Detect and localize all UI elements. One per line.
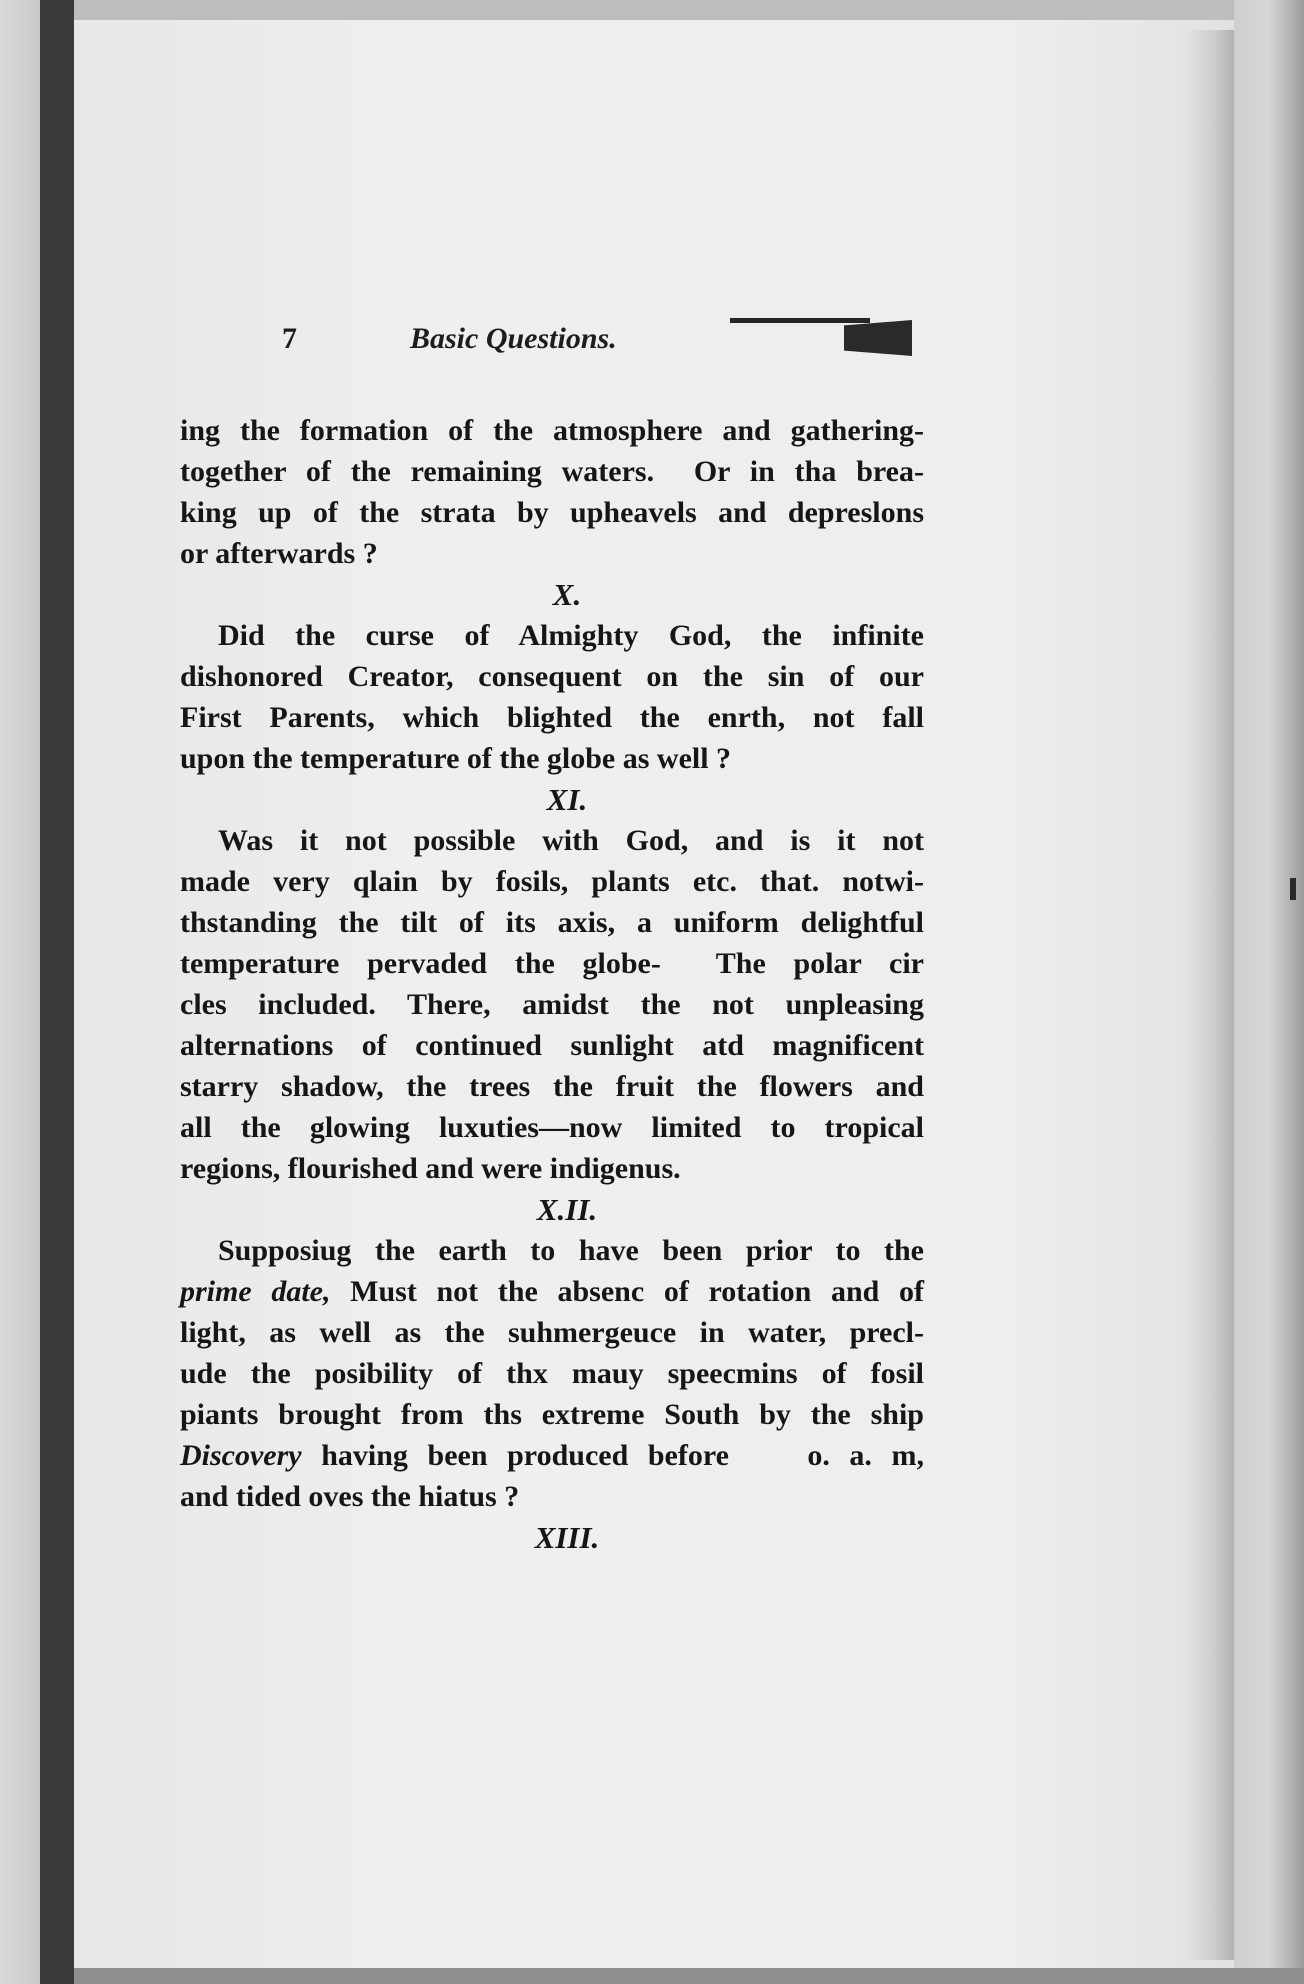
- text-line: starry shadow, the trees the fruit the flowers and: [180, 1070, 924, 1103]
- text-line: First Parents, which blighted the enrth, not fall: [180, 701, 924, 734]
- text-line: together of the remaining waters. Or in tha brea-: [180, 455, 924, 488]
- text-line: temperature pervaded the globe- The polar cir: [180, 947, 924, 980]
- header-rule: [730, 318, 870, 323]
- scan-bottom-edge: [74, 1968, 1304, 1984]
- text-line: cles included. There, amidst the not unpleasing: [180, 988, 924, 1021]
- text-line: alternations of continued sunlight atd magnificent: [180, 1029, 924, 1062]
- scan-right-margin: [1234, 0, 1304, 1984]
- text-line: ing the formation of the atmosphere and gathering-: [180, 414, 924, 447]
- section-heading-xiii: XIII.: [534, 1520, 600, 1555]
- book-spine-shadow: [40, 0, 74, 1984]
- text-line: upon the temperature of the globe as well ?: [180, 742, 732, 775]
- text-line: king up of the strata by upheavels and depreslons: [180, 496, 924, 529]
- page-edge-shadow: [1186, 30, 1234, 1960]
- page-number: 7: [282, 322, 297, 355]
- section-heading-x: X.: [552, 577, 582, 612]
- text-line: Was it not possible with God, and is it not: [218, 824, 924, 857]
- ship-name: Discovery: [180, 1439, 302, 1472]
- edge-mark: [1290, 878, 1296, 900]
- text-line: regions, flourished and were indigenus.: [180, 1152, 681, 1185]
- section-heading-xi: XI.: [546, 782, 588, 817]
- ink-blot-mark: [844, 320, 912, 356]
- text-line: all the glowing luxuties—now limited to tropical: [180, 1111, 924, 1144]
- previous-page-edge: [0, 0, 40, 1984]
- text-line: ude the posibility of thx mauy speecmins of fosil: [180, 1357, 924, 1390]
- text-line: [180, 1271, 924, 1312]
- text-line: [180, 1435, 924, 1476]
- text-run: Must not the absenc of rotation and of: [330, 1275, 924, 1308]
- text-line: Did the curse of Almighty God, the infinite: [218, 619, 924, 652]
- text-line: made very qlain by fosils, plants etc. that. notwi-: [180, 865, 924, 898]
- body-text: [180, 410, 924, 1558]
- running-head: Basic Questions.: [410, 322, 617, 355]
- text-line: and tided oves the hiatus ?: [180, 1480, 520, 1513]
- text-line: piants brought from ths extreme South by the ship: [180, 1398, 924, 1431]
- text-line: or afterwards ?: [180, 537, 378, 570]
- text-line: thstanding the tilt of its axis, a uniform delightful: [180, 906, 924, 939]
- text-line: light, as well as the suhmergeuce in water, precl-: [180, 1316, 924, 1349]
- italic-phrase: prime date,: [180, 1275, 331, 1308]
- text-line: dishonored Creator, consequent on the sin of our: [180, 660, 924, 693]
- text-line: Supposiug the earth to have been prior to the: [218, 1234, 924, 1267]
- text-run: having been produced before o. a. m,: [301, 1439, 924, 1472]
- section-heading-xii: X.II.: [536, 1192, 598, 1227]
- page-header: [272, 318, 924, 362]
